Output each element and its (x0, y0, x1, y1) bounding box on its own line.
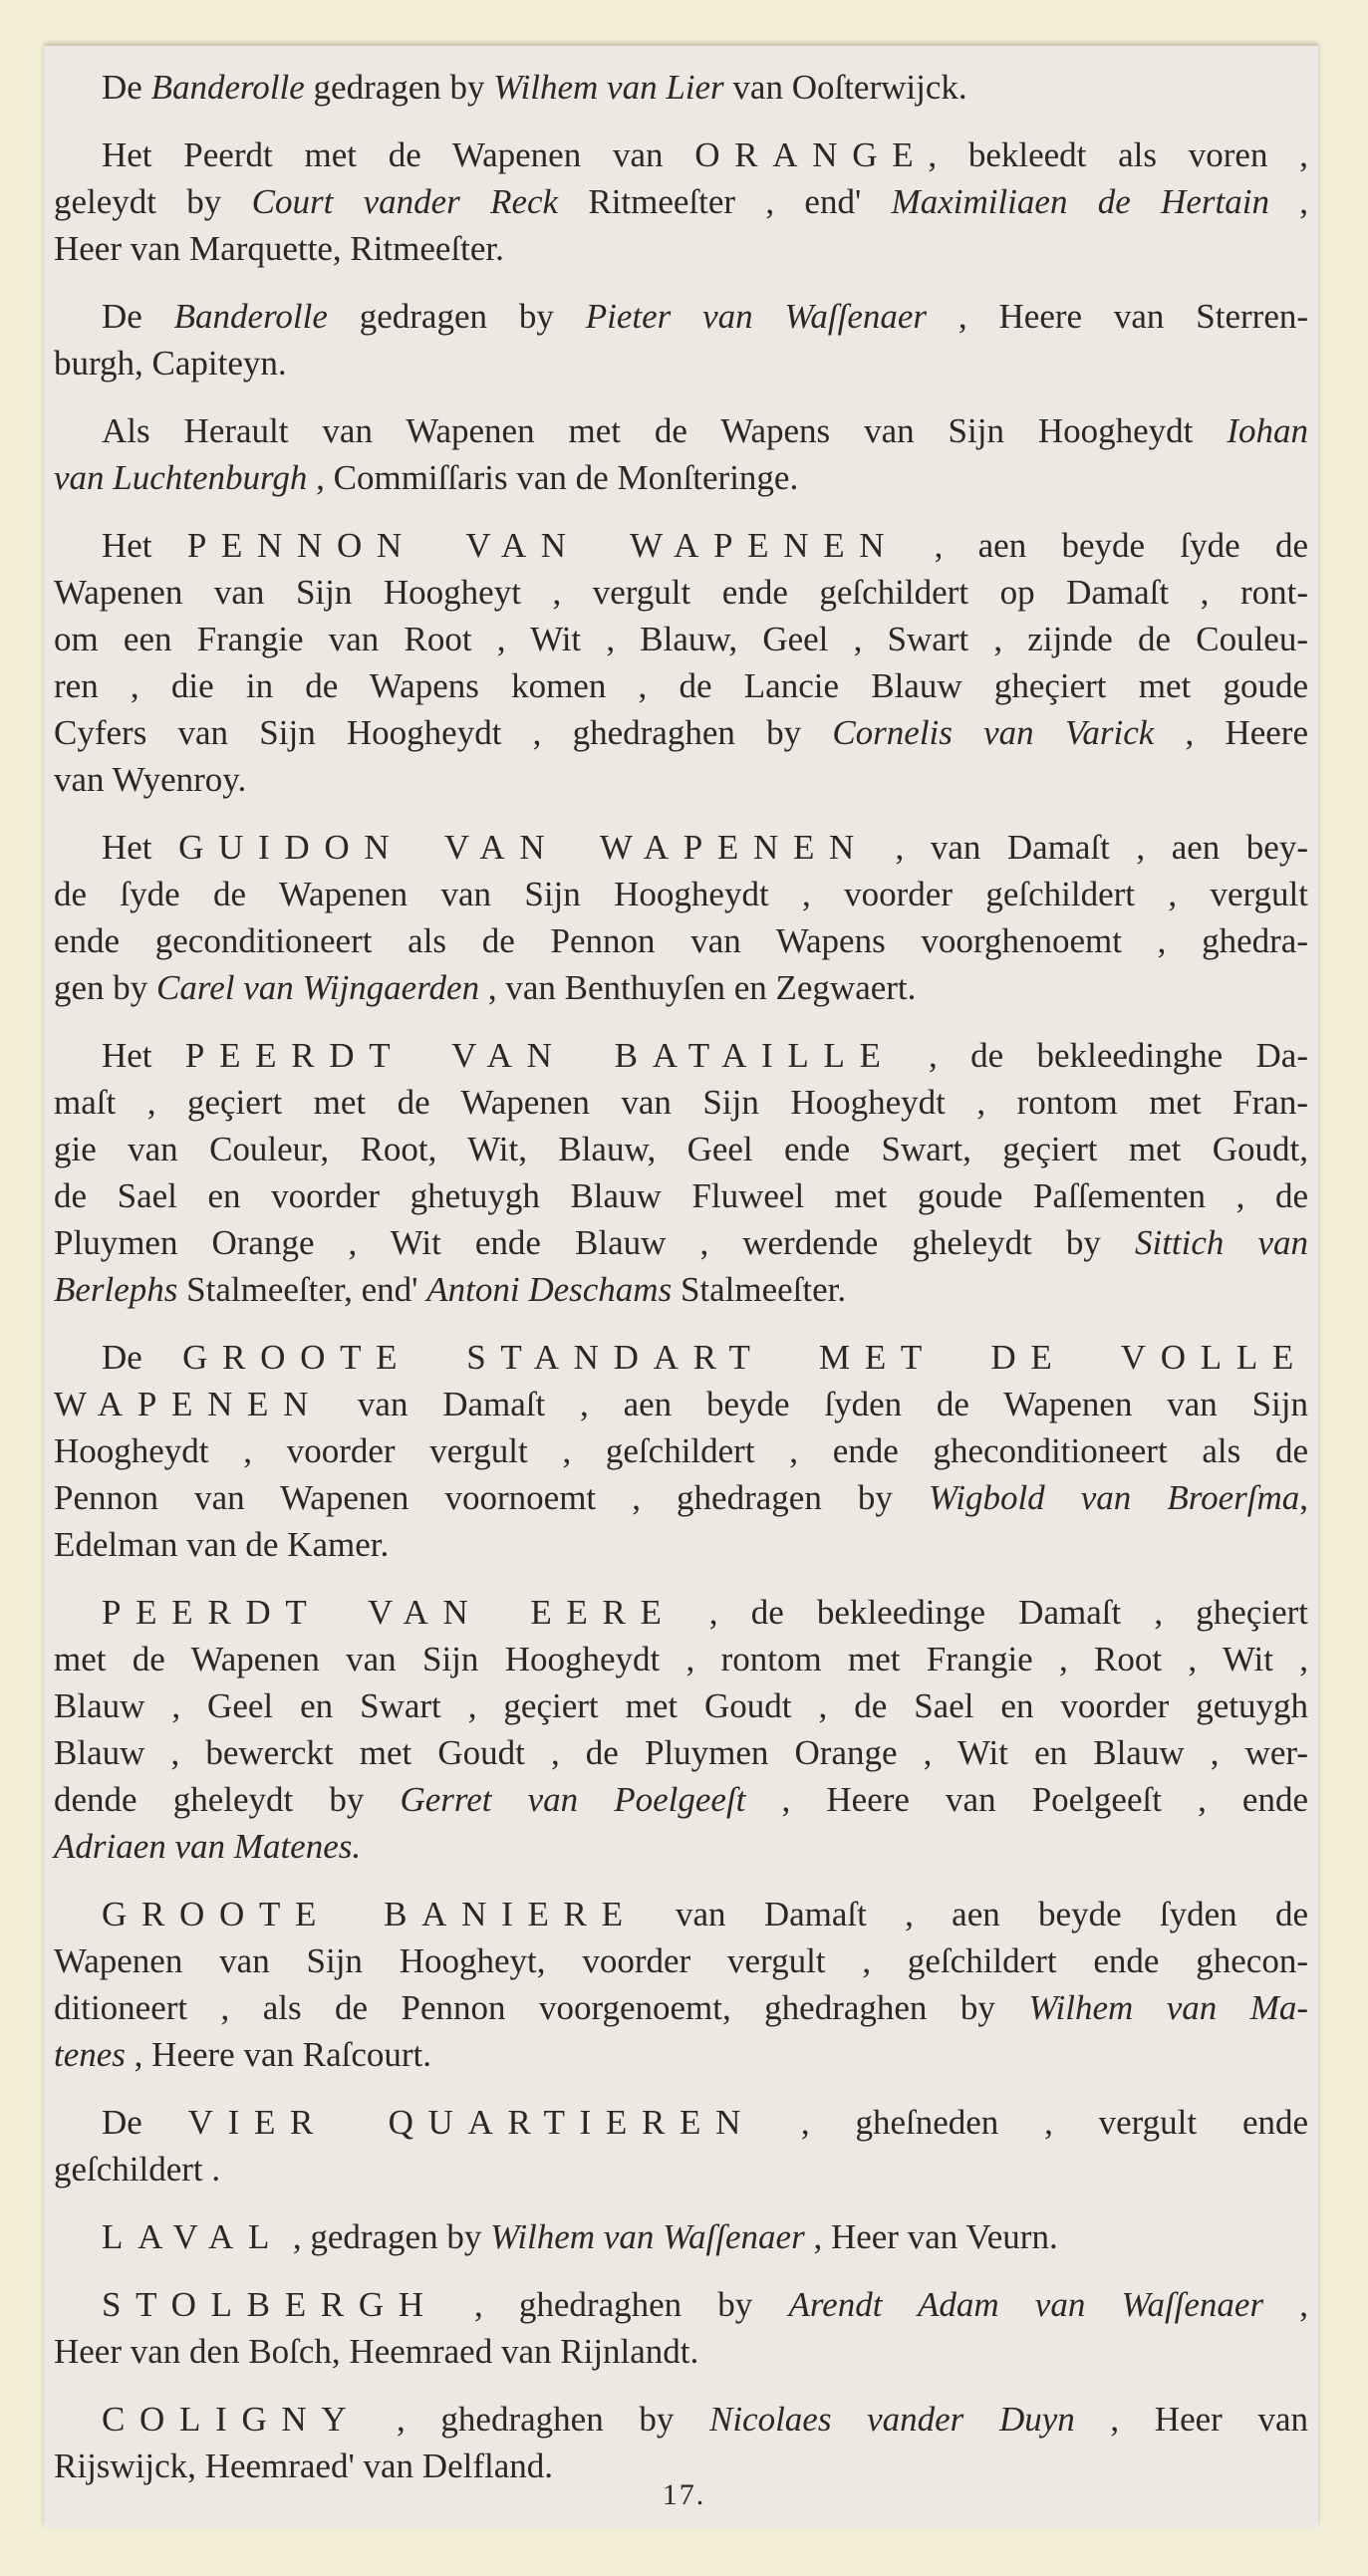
paragraph (0, 1032, 1368, 1313)
text-run: maſt , geçiert met de Wapenen van Sijn Hoogheydt , rontom met Fran- (54, 1083, 1308, 1122)
text-run: geſchildert . (54, 2150, 221, 2189)
text-run: dende gheleydt by (54, 1780, 401, 1819)
italic-name: tenes (54, 2035, 126, 2074)
text-line (0, 1334, 1368, 1381)
text-line (0, 756, 1368, 803)
text-run: gie van Couleur, Root, Wit, Blauw, Geel ende Swart, geçiert met Goudt, (54, 1130, 1308, 1168)
text-line (0, 340, 1368, 386)
text-line (0, 2099, 1368, 2146)
text-line (0, 2031, 1368, 2078)
italic-name: Wigbold van Broerſma (929, 1478, 1300, 1517)
caps-heading: COLIGNY (102, 2400, 362, 2439)
caps-heading: WAPENEN (54, 1385, 324, 1423)
text-line (0, 569, 1368, 616)
paragraph (0, 407, 1368, 501)
text-run: Edelman van de Kamer. (54, 1525, 390, 1564)
italic-name: Berlephs (54, 1270, 178, 1309)
text-run: gedragen by (304, 68, 494, 107)
text-run: , Heer van Veurn. (804, 2217, 1058, 2256)
text-run: Heer van den Boſch, Heemraed van Rijnlandt. (54, 2332, 699, 2371)
text-run: Het Peerdt met de Wapenen van (102, 135, 695, 174)
caps-heading: PEERDT VAN EERE (102, 1593, 677, 1632)
text-run: De (102, 2103, 188, 2142)
document-body (0, 64, 1368, 2489)
text-line (0, 1984, 1368, 2031)
caps-heading: GUIDON VAN WAPENEN (178, 828, 870, 867)
text-run: van Ooſterwijck. (723, 68, 967, 107)
text-run: , gheſneden , vergult ende (755, 2103, 1309, 2142)
text-line (0, 824, 1368, 871)
text-run: , Heere van Raſcourt. (125, 2035, 432, 2074)
paragraph (0, 2396, 1368, 2489)
text-line (0, 1521, 1368, 1568)
italic-name: Iohan (1227, 411, 1308, 450)
text-line (0, 1079, 1368, 1126)
text-run: de ſyde de Wapenen van Sijn Hoogheydt , voorder geſchildert , vergult (54, 875, 1308, 913)
caps-heading: STOLBERGH (102, 2285, 438, 2324)
text-run: Stalmeeſter. (672, 1270, 847, 1309)
text-run: De (102, 1338, 183, 1377)
italic-name: van Luchtenburgh (54, 458, 308, 497)
caps-heading: PEERDT VAN BATAILLE (184, 1036, 896, 1075)
text-line (0, 1823, 1368, 1870)
caps-heading: LAVAL (102, 2217, 285, 2256)
italic-name: Arendt Adam van Waſſenaer (788, 2285, 1264, 2324)
text-run: burgh, Capiteyn. (54, 344, 287, 383)
italic-name: Antoni Deschams (426, 1270, 673, 1309)
page-number: 17. (662, 2478, 706, 2511)
text-line (0, 1474, 1368, 1521)
text-line (0, 1427, 1368, 1474)
paragraph (0, 2213, 1368, 2260)
text-run: , de bekleedinghe Da- (895, 1036, 1308, 1075)
text-run: Het (102, 1036, 185, 1075)
text-line (0, 1636, 1368, 1682)
text-line (0, 1266, 1368, 1313)
text-line (0, 1729, 1368, 1776)
text-run: , de bekleedinge Damaſt , gheçiert (676, 1593, 1308, 1632)
text-line (0, 522, 1368, 569)
text-run: , Heer van (1074, 2400, 1308, 2439)
text-run: , (1268, 182, 1308, 221)
paragraph (0, 64, 1368, 111)
paragraph (0, 1334, 1368, 1568)
text-run: , bekleedt als voren , (928, 135, 1308, 174)
italic-name: Wilhem van Waſſenaer (490, 2217, 805, 2256)
text-line (0, 407, 1368, 454)
text-line (0, 1776, 1368, 1823)
text-line (0, 2328, 1368, 2375)
text-line (0, 225, 1368, 272)
text-line (0, 1032, 1368, 1079)
text-line (0, 131, 1368, 178)
text-run: , aen beyde ſyde de (899, 526, 1308, 565)
italic-name: Maximiliaen de Hertain (891, 182, 1269, 221)
text-run: Pluymen Orange , Wit ende Blauw , werdende gheleydt by (54, 1223, 1135, 1262)
text-run: Hoogheydt , voorder vergult , geſchildert , ende gheconditioneert als de (54, 1431, 1308, 1470)
text-run: De (102, 68, 151, 107)
text-line (0, 709, 1368, 756)
text-run: ren , die in de Wapens komen , de Lancie Blauw gheçiert met goude (54, 666, 1308, 705)
italic-name: Wilhem van Lier (493, 68, 724, 107)
text-run: Pennon van Wapenen voornoemt , ghedragen by (54, 1478, 929, 1517)
text-run: Wapenen van Sijn Hoogheyt , vergult ende geſchildert op Damaſt , ront- (54, 573, 1308, 612)
paragraph (0, 1589, 1368, 1870)
italic-name: Gerret van Poelgeeſt (400, 1780, 746, 1819)
text-run: gedragen by (327, 297, 586, 336)
caps-heading: GROOTE BANIERE (102, 1895, 638, 1933)
text-run: Ritmeeſter , end' (558, 182, 892, 221)
text-run: Het (102, 526, 187, 565)
paragraph (0, 2281, 1368, 2375)
text-run: de Sael en voorder ghetuygh Blauw Fluweel met goude Paſſementen , de (54, 1176, 1308, 1215)
paragraph (0, 522, 1368, 803)
text-run: , (1263, 2285, 1309, 2324)
text-run: ditioneert , als de Pennon voorgenoemt, ghedraghen by (54, 1988, 1029, 2027)
text-run: , van Benthuyſen en Zegwaert. (479, 968, 917, 1007)
italic-name: Adriaen van Matenes. (54, 1827, 362, 1866)
paragraph (0, 2099, 1368, 2192)
caps-heading: ORANGE (694, 135, 929, 174)
text-run: , ghedraghen by (361, 2400, 709, 2439)
text-run: Stalmeeſter, end' (177, 1270, 427, 1309)
text-line (0, 2396, 1368, 2443)
text-line (0, 178, 1368, 225)
text-run: , ghedraghen by (437, 2285, 789, 2324)
paragraph (0, 1891, 1368, 2078)
italic-name: Wilhem van Ma- (1028, 1988, 1309, 2027)
italic-name: Cornelis van Varick (832, 713, 1155, 752)
text-line (0, 616, 1368, 662)
paragraph (0, 131, 1368, 272)
italic-name: Banderolle (173, 297, 328, 336)
italic-name: Carel van Wijngaerden (156, 968, 480, 1007)
text-line (0, 871, 1368, 917)
italic-name: Court vander Reck (251, 182, 559, 221)
text-run: Wapenen van Sijn Hoogheyt, voorder vergult , geſchildert ende ghecon- (54, 1941, 1308, 1980)
text-line (0, 1682, 1368, 1729)
text-line (0, 917, 1368, 964)
text-run: geleydt by (54, 182, 252, 221)
text-line (0, 293, 1368, 340)
text-run: Rijswijck, Heemraed' van Delfland. (54, 2447, 554, 2485)
text-line (0, 1126, 1368, 1172)
caps-heading: GROOTE STANDART MET DE VOLLE (182, 1338, 1308, 1377)
text-line (0, 64, 1368, 111)
text-line (0, 454, 1368, 501)
text-line (0, 1937, 1368, 1984)
text-line (0, 1172, 1368, 1219)
text-run: De (102, 297, 174, 336)
text-run: Blauw , Geel en Swart , geçiert met Goudt , de Sael en voorder getuygh (54, 1686, 1308, 1725)
text-run: Als Herault van Wapenen met de Wapens van Sijn Hoogheydt (102, 411, 1228, 450)
caps-heading: VIER QUARTIEREN (187, 2103, 756, 2142)
text-line (0, 662, 1368, 709)
text-run: , Commiſſaris van de Monſteringe. (307, 458, 799, 497)
caps-heading: PENNON VAN WAPENEN (186, 526, 900, 565)
text-run: Het (102, 828, 179, 867)
text-line (0, 2146, 1368, 2192)
text-line (0, 2281, 1368, 2328)
text-run: van Wyenroy. (54, 760, 247, 799)
text-run: Cyfers van Sijn Hoogheydt , ghedraghen by (54, 713, 833, 752)
text-line (0, 964, 1368, 1011)
text-run: , Heere van Sterren- (927, 297, 1309, 336)
text-run: ende geconditioneert als de Pennon van Wapens voorghenoemt , ghedra- (54, 921, 1308, 960)
text-run: om een Frangie van Root , Wit , Blauw, Geel , Swart , zijnde de Couleu- (54, 620, 1308, 658)
text-line (0, 2213, 1368, 2260)
text-run: , van Damaſt , aen bey- (869, 828, 1308, 867)
text-run: , gedragen by (284, 2217, 491, 2256)
italic-name: Banderolle (150, 68, 305, 107)
text-line (0, 1219, 1368, 1266)
italic-name: Sittich van (1134, 1223, 1308, 1262)
text-run: met de Wapenen van Sijn Hoogheydt , rontom met Frangie , Root , Wit , (54, 1640, 1308, 1678)
paragraph (0, 293, 1368, 386)
text-line (0, 1891, 1368, 1937)
text-run: Heer van Marquette, Ritmeeſter. (54, 229, 504, 268)
text-line (0, 1589, 1368, 1636)
text-run: gen by (54, 968, 157, 1007)
text-run: , Heere (1154, 713, 1308, 752)
text-run: van Damaſt , aen beyde ſyden de Wapenen van Sijn (323, 1385, 1308, 1423)
italic-name: Nicolaes vander Duyn (708, 2400, 1075, 2439)
text-run: van Damaſt , aen beyde ſyden de (637, 1895, 1308, 1933)
text-line (0, 1381, 1368, 1427)
text-run: , (1299, 1478, 1308, 1517)
text-run: , Heere van Poelgeeſt , ende (745, 1780, 1309, 1819)
paragraph (0, 824, 1368, 1011)
italic-name: Pieter van Waſſenaer (585, 297, 928, 336)
text-run: Blauw , bewerckt met Goudt , de Pluymen Orange , Wit en Blauw , wer- (54, 1733, 1308, 1772)
